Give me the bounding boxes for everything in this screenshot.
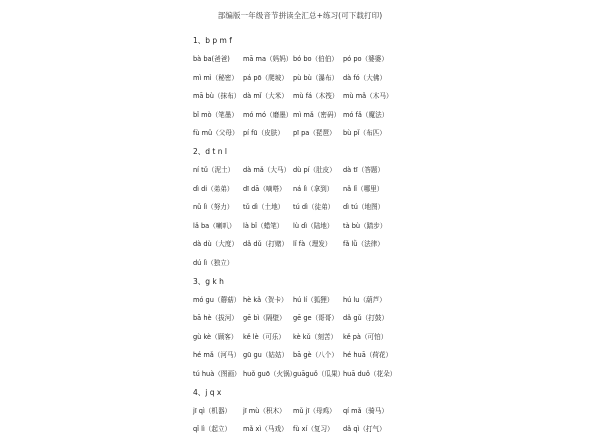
pinyin-word: hé huā（荷花） bbox=[343, 351, 393, 360]
word-row bbox=[193, 369, 553, 379]
pinyin-word: mì mǎ（密码） bbox=[293, 110, 341, 119]
pinyin-word: kě lè（可乐） bbox=[243, 332, 285, 341]
pinyin-word: nǔ lì（努力） bbox=[193, 203, 234, 212]
section-3 bbox=[193, 277, 553, 379]
pinyin-word: ná lì（拿到） bbox=[293, 184, 334, 193]
pinyin-word: mó fǎ（魔法） bbox=[343, 110, 389, 119]
section-heading: 4、j q x bbox=[193, 387, 222, 397]
pinyin-word: pù bù（瀑布） bbox=[293, 73, 339, 82]
pinyin-word: gū gu（姑姑） bbox=[243, 351, 289, 360]
pinyin-word: kě pà（可怕） bbox=[343, 332, 388, 341]
section-heading: 3、g k h bbox=[193, 276, 224, 286]
word-row bbox=[193, 406, 553, 416]
section-4 bbox=[193, 388, 553, 435]
pinyin-word: dǎ qì（打气） bbox=[343, 425, 386, 434]
pinyin-word: dù pí（肚皮） bbox=[293, 165, 336, 174]
pinyin-word: gē bì（隔壁） bbox=[243, 314, 286, 323]
word-row bbox=[193, 239, 553, 249]
pinyin-word: nǎ lǐ（哪里） bbox=[343, 184, 384, 193]
pinyin-word: gē ge（哥哥） bbox=[293, 314, 338, 323]
pinyin-word: huā duǒ（花朵） bbox=[343, 369, 397, 378]
document-body bbox=[193, 36, 553, 443]
pinyin-word: bù pǐ（布匹） bbox=[343, 129, 386, 138]
pinyin-word: bǐ mò（笔墨） bbox=[193, 110, 238, 119]
word-row bbox=[193, 91, 553, 101]
word-row bbox=[193, 295, 553, 305]
pinyin-word: pó po（婆婆） bbox=[343, 55, 388, 63]
pinyin-word: qí mǎ（骑马） bbox=[343, 406, 388, 415]
word-row bbox=[193, 258, 553, 268]
pinyin-word: hú lí（狐狸） bbox=[293, 295, 334, 304]
pinyin-word: dǎ gǔ（打鼓） bbox=[343, 314, 389, 323]
pinyin-word: fù mǔ（父母） bbox=[193, 129, 239, 138]
pinyin-word: huǒ guō（火锅） bbox=[243, 369, 297, 378]
pinyin-word: mì mì（秘密） bbox=[193, 73, 238, 82]
pinyin-word: mó mó（磨墨） bbox=[243, 110, 293, 119]
word-row bbox=[193, 424, 553, 434]
pinyin-word: dà dù（大度） bbox=[193, 240, 239, 249]
word-row bbox=[193, 184, 553, 194]
pinyin-word: pí fū（皮肤） bbox=[243, 129, 284, 138]
pinyin-word: lù dì（陆地） bbox=[293, 221, 334, 230]
pinyin-word: dú lì（独立） bbox=[193, 258, 234, 267]
pinyin-word: tú huà（图画） bbox=[193, 369, 241, 378]
pinyin-word: dǎ dǔ（打赌） bbox=[243, 240, 289, 249]
pinyin-word: là bǐ（蜡笔） bbox=[243, 221, 284, 230]
word-row bbox=[193, 128, 553, 138]
pinyin-word: guāguǒ（瓜果） bbox=[293, 369, 345, 378]
section-heading: 1、b p m f bbox=[193, 36, 232, 45]
word-row bbox=[193, 350, 553, 360]
section-heading: 2、d t n l bbox=[193, 146, 227, 156]
pinyin-word: tà bù（踏步） bbox=[343, 221, 387, 230]
pinyin-word: lǎ ba（喇叭） bbox=[193, 221, 236, 230]
word-row bbox=[193, 332, 553, 342]
section-2 bbox=[193, 147, 553, 268]
word-row bbox=[193, 313, 553, 323]
pinyin-word: lǐ fà（理发） bbox=[293, 240, 332, 249]
word-row bbox=[193, 221, 553, 231]
pinyin-word: dì tú（地图） bbox=[343, 203, 385, 212]
pinyin-word: kè kǔ（刻苦） bbox=[293, 332, 338, 341]
pinyin-word: dà mǎ（大马） bbox=[243, 165, 291, 174]
pinyin-word: fù xí（复习） bbox=[293, 425, 334, 434]
pinyin-word: jī mù（积木） bbox=[243, 406, 286, 415]
pinyin-word: ní tǔ（泥土） bbox=[193, 165, 235, 174]
pinyin-word: bā gè（八个） bbox=[293, 351, 338, 360]
pinyin-word: pī pa（琵琶） bbox=[293, 129, 336, 138]
word-row bbox=[193, 110, 553, 120]
pinyin-word: dà tī（答题） bbox=[343, 165, 385, 174]
pinyin-word: mǔ jī（母鸡） bbox=[293, 406, 336, 415]
pinyin-word: gù kè（顾客） bbox=[193, 332, 238, 341]
pinyin-word: bó bo（伯伯） bbox=[293, 55, 338, 63]
word-row bbox=[193, 165, 553, 175]
pinyin-word: mó gu（蘑菇） bbox=[193, 295, 241, 304]
pinyin-word: mù mǎ（木马） bbox=[343, 92, 393, 101]
pinyin-word: hé mǎ（河马） bbox=[193, 351, 241, 360]
word-row bbox=[193, 202, 553, 212]
pinyin-word: hú lu（葫芦） bbox=[343, 295, 386, 304]
section-1 bbox=[193, 36, 553, 138]
pinyin-word: dà fó（大佛） bbox=[343, 73, 387, 82]
word-row bbox=[193, 54, 553, 64]
pinyin-word: mǎ xì（马戏） bbox=[243, 425, 288, 434]
pinyin-word: fǎ lǜ（法律） bbox=[343, 240, 384, 249]
pinyin-word: hè kǎ（贺卡） bbox=[243, 295, 288, 304]
pinyin-word: bà ba(爸爸) bbox=[193, 55, 230, 63]
pinyin-word: pá pō（爬坡） bbox=[243, 73, 288, 82]
pinyin-word: mā ma（妈妈） bbox=[243, 55, 293, 63]
pinyin-word: mù fá（木筏） bbox=[293, 92, 339, 101]
pinyin-word: dī dā（嘀嗒） bbox=[243, 184, 286, 193]
document-title: 部编版一年级音节拼读全汇总+练习(可下载打印) bbox=[217, 11, 383, 20]
pinyin-word: tú dì（徒弟） bbox=[293, 203, 335, 212]
pinyin-word: qǐ lì（起立） bbox=[193, 425, 232, 434]
pinyin-word: mā bù（抹布） bbox=[193, 92, 241, 101]
pinyin-word: dì di（弟弟） bbox=[193, 184, 234, 193]
pinyin-word: bā hè（拔河） bbox=[193, 314, 238, 323]
pinyin-word: tǔ dì（土地） bbox=[243, 203, 285, 212]
pinyin-word: dà mǐ（大米） bbox=[243, 92, 288, 101]
word-row bbox=[193, 73, 553, 83]
pinyin-word: jī qì（机器） bbox=[193, 406, 232, 415]
